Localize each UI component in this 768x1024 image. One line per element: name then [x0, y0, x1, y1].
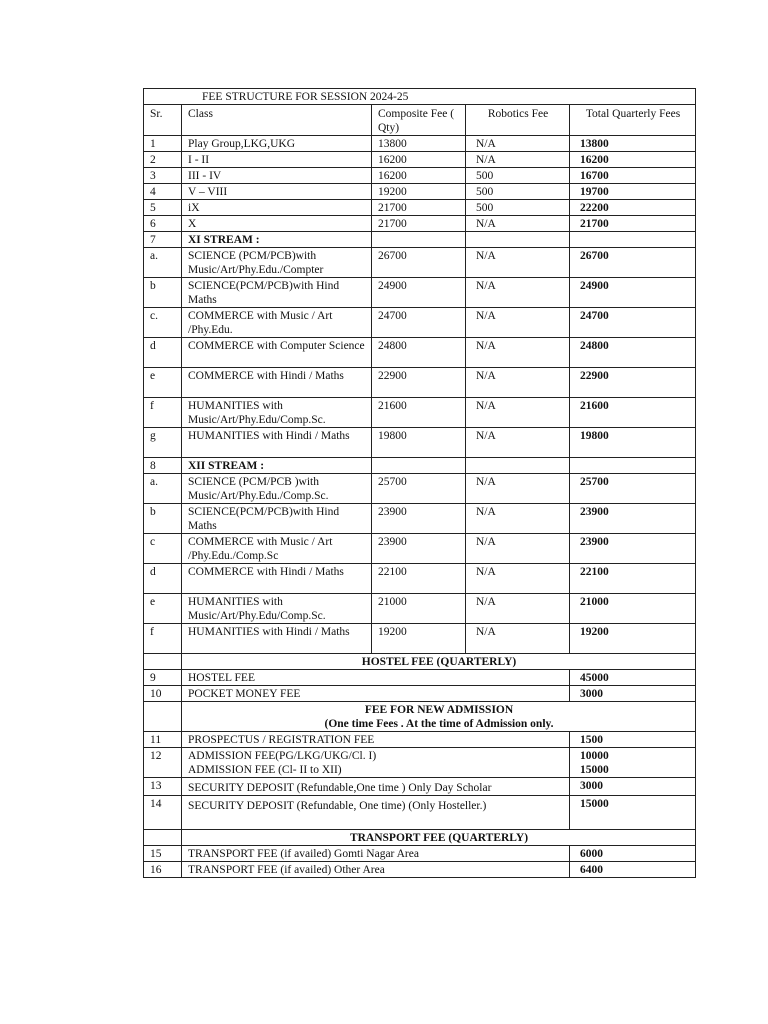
- row-sr: 8: [144, 458, 182, 474]
- item-label: [182, 686, 570, 702]
- row-total-fee: 25700: [570, 474, 696, 504]
- fee-row: [144, 168, 696, 184]
- fee-row: [144, 338, 696, 368]
- item-label-text: PROSPECTUS / REGISTRATION FEE: [188, 734, 375, 746]
- row-class: Play Group,LKG,UKG: [182, 136, 372, 152]
- row-class: HUMANITIES with Hindi / Maths: [182, 428, 372, 458]
- row-total-fee: 21000: [570, 594, 696, 624]
- row-robotics-fee: N/A: [466, 278, 570, 308]
- item-label: [182, 670, 570, 686]
- item-label-text: POCKET MONEY FEE: [188, 688, 301, 700]
- row-sr: 4: [144, 184, 182, 200]
- fee-row: [144, 594, 696, 624]
- item-amount: [570, 748, 696, 778]
- row-sr: 5: [144, 200, 182, 216]
- row-total-fee: 24700: [570, 308, 696, 338]
- admission-heading-line-2: (One time Fees . At the time of Admission only.: [324, 718, 554, 730]
- fee-table: [143, 88, 696, 878]
- item-amount: [570, 796, 696, 830]
- fee-row: [144, 136, 696, 152]
- row-sr: c.: [144, 308, 182, 338]
- item-label: [182, 778, 570, 796]
- row-class: COMMERCE with Computer Science: [182, 338, 372, 368]
- fee-row: [144, 624, 696, 654]
- row-total-fee: 13800: [570, 136, 696, 152]
- row-class: XII STREAM :: [182, 458, 372, 474]
- row-class: XI STREAM :: [182, 232, 372, 248]
- row-class: COMMERCE with Hindi / Maths: [182, 564, 372, 594]
- row-class: SCIENCE (PCM/PCB )with Music/Art/Phy.Edu./Comp.Sc.: [182, 474, 372, 504]
- item-amount-value: 6400: [580, 864, 603, 876]
- item-amount: [570, 778, 696, 796]
- row-total-fee: 19700: [570, 184, 696, 200]
- fee-row: [144, 152, 696, 168]
- row-class: COMMERCE with Music / Art /Phy.Edu./Comp.Sc: [182, 534, 372, 564]
- item-amount: [570, 670, 696, 686]
- title-row: [144, 89, 696, 105]
- row-sr: c: [144, 534, 182, 564]
- item-sr: 10: [144, 686, 182, 702]
- row-robotics-fee: N/A: [466, 428, 570, 458]
- row-robotics-fee: N/A: [466, 216, 570, 232]
- row-composite-fee: 22100: [372, 564, 466, 594]
- row-composite-fee: 24700: [372, 308, 466, 338]
- row-class: HUMANITIES with Music/Art/Phy.Edu/Comp.Sc.: [182, 594, 372, 624]
- row-sr: 6: [144, 216, 182, 232]
- row-composite-fee: 23900: [372, 504, 466, 534]
- item-label-text-2: ADMISSION FEE (Cl- II to XII): [188, 764, 342, 776]
- item-label-text: TRANSPORT FEE (if availed) Other Area: [188, 864, 385, 876]
- row-total-fee: 24800: [570, 338, 696, 368]
- row-composite-fee: 26700: [372, 248, 466, 278]
- fee-row: [144, 428, 696, 458]
- item-amount-value-2: 15000: [580, 764, 609, 776]
- row-robotics-fee: 500: [466, 200, 570, 216]
- header-row: [144, 105, 696, 136]
- hostel-item-row: [144, 686, 696, 702]
- blank-sr: [144, 702, 182, 732]
- row-composite-fee: 21600: [372, 398, 466, 428]
- item-label: [182, 862, 570, 878]
- row-total-fee: 16700: [570, 168, 696, 184]
- row-sr: 1: [144, 136, 182, 152]
- row-composite-fee: 25700: [372, 474, 466, 504]
- item-sr: 13: [144, 778, 182, 796]
- row-composite-fee: 23900: [372, 534, 466, 564]
- hostel-heading-row: [144, 654, 696, 670]
- row-total-fee: 16200: [570, 152, 696, 168]
- admission-heading: [182, 702, 696, 732]
- item-sr: 16: [144, 862, 182, 878]
- row-sr: b: [144, 278, 182, 308]
- document-title: FEE STRUCTURE FOR SESSION 2024-25: [144, 89, 696, 105]
- row-sr: d: [144, 338, 182, 368]
- transport-item-row: [144, 862, 696, 878]
- row-sr: a.: [144, 474, 182, 504]
- row-sr: g: [144, 428, 182, 458]
- fee-row: [144, 308, 696, 338]
- row-robotics-fee: N/A: [466, 504, 570, 534]
- row-class: III - IV: [182, 168, 372, 184]
- row-robotics-fee: [466, 458, 570, 474]
- transport-heading-row: [144, 830, 696, 846]
- item-label-text: SECURITY DEPOSIT (Refundable, One time) (Only Hosteller.): [188, 800, 487, 812]
- item-label: [182, 846, 570, 862]
- item-amount-value: 10000: [580, 750, 609, 762]
- row-total-fee: 22100: [570, 564, 696, 594]
- item-label-text: ADMISSION FEE(PG/LKG/UKG/Cl. I): [188, 750, 377, 762]
- row-class: SCIENCE(PCM/PCB)with Hind Maths: [182, 278, 372, 308]
- item-label: [182, 796, 570, 830]
- fee-row: [144, 534, 696, 564]
- fee-document: [143, 88, 695, 878]
- row-total-fee: [570, 232, 696, 248]
- fee-row: [144, 458, 696, 474]
- item-amount: [570, 732, 696, 748]
- header-robotics: Robotics Fee: [466, 105, 570, 136]
- item-amount: [570, 862, 696, 878]
- fee-row: [144, 184, 696, 200]
- row-robotics-fee: [466, 232, 570, 248]
- row-class: COMMERCE with Music / Art /Phy.Edu.: [182, 308, 372, 338]
- row-sr: f: [144, 398, 182, 428]
- row-class: HUMANITIES with Hindi / Maths: [182, 624, 372, 654]
- admission-item-row: [144, 796, 696, 830]
- row-composite-fee: 21700: [372, 200, 466, 216]
- row-composite-fee: 16200: [372, 168, 466, 184]
- row-total-fee: [570, 458, 696, 474]
- blank-sr: [144, 654, 182, 670]
- row-composite-fee: 24800: [372, 338, 466, 368]
- row-total-fee: 26700: [570, 248, 696, 278]
- row-robotics-fee: 500: [466, 184, 570, 200]
- row-composite-fee: 13800: [372, 136, 466, 152]
- row-composite-fee: 16200: [372, 152, 466, 168]
- row-robotics-fee: N/A: [466, 474, 570, 504]
- fee-row: [144, 248, 696, 278]
- row-composite-fee: 22900: [372, 368, 466, 398]
- row-robotics-fee: N/A: [466, 136, 570, 152]
- row-robotics-fee: N/A: [466, 534, 570, 564]
- hostel-item-row: [144, 670, 696, 686]
- row-robotics-fee: N/A: [466, 338, 570, 368]
- row-class: V – VIII: [182, 184, 372, 200]
- row-robotics-fee: N/A: [466, 152, 570, 168]
- row-total-fee: 23900: [570, 534, 696, 564]
- fee-row: [144, 504, 696, 534]
- row-robotics-fee: N/A: [466, 624, 570, 654]
- row-total-fee: 21700: [570, 216, 696, 232]
- row-composite-fee: 24900: [372, 278, 466, 308]
- row-sr: a.: [144, 248, 182, 278]
- item-amount-value: 3000: [580, 780, 603, 792]
- row-robotics-fee: N/A: [466, 308, 570, 338]
- header-total: Total Quarterly Fees: [570, 105, 696, 136]
- row-total-fee: 23900: [570, 504, 696, 534]
- row-sr: e: [144, 594, 182, 624]
- row-class: X: [182, 216, 372, 232]
- row-robotics-fee: 500: [466, 168, 570, 184]
- transport-heading: TRANSPORT FEE (QUARTERLY): [182, 830, 696, 846]
- fee-row: [144, 564, 696, 594]
- row-class: iX: [182, 200, 372, 216]
- transport-item-row: [144, 846, 696, 862]
- fee-row: [144, 398, 696, 428]
- fee-row: [144, 368, 696, 398]
- row-robotics-fee: N/A: [466, 248, 570, 278]
- header-sr: Sr.: [144, 105, 182, 136]
- item-amount-value: 15000: [580, 798, 609, 810]
- row-total-fee: 19800: [570, 428, 696, 458]
- item-amount-value: 1500: [580, 734, 603, 746]
- item-label-text: HOSTEL FEE: [188, 672, 255, 684]
- row-sr: f: [144, 624, 182, 654]
- row-robotics-fee: N/A: [466, 398, 570, 428]
- row-robotics-fee: N/A: [466, 564, 570, 594]
- row-sr: d: [144, 564, 182, 594]
- item-label: [182, 748, 570, 778]
- row-composite-fee: 21700: [372, 216, 466, 232]
- row-composite-fee: 19200: [372, 184, 466, 200]
- row-composite-fee: [372, 232, 466, 248]
- item-label-text: TRANSPORT FEE (if availed) Gomti Nagar Area: [188, 848, 419, 860]
- row-class: SCIENCE (PCM/PCB)with Music/Art/Phy.Edu./Compter: [182, 248, 372, 278]
- row-robotics-fee: N/A: [466, 594, 570, 624]
- row-total-fee: 19200: [570, 624, 696, 654]
- row-robotics-fee: N/A: [466, 368, 570, 398]
- item-amount: [570, 686, 696, 702]
- item-amount-value: 6000: [580, 848, 603, 860]
- fee-row: [144, 278, 696, 308]
- fee-row: [144, 216, 696, 232]
- row-sr: 2: [144, 152, 182, 168]
- item-label-text: SECURITY DEPOSIT (Refundable,One time ) Only Day Scholar: [188, 782, 492, 794]
- fee-row: [144, 200, 696, 216]
- row-class: I - II: [182, 152, 372, 168]
- item-amount-value: 45000: [580, 672, 609, 684]
- item-amount: [570, 846, 696, 862]
- item-sr: 9: [144, 670, 182, 686]
- row-class: SCIENCE(PCM/PCB)with Hind Maths: [182, 504, 372, 534]
- row-sr: 3: [144, 168, 182, 184]
- hostel-heading: HOSTEL FEE (QUARTERLY): [182, 654, 696, 670]
- row-total-fee: 21600: [570, 398, 696, 428]
- row-sr: e: [144, 368, 182, 398]
- admission-item-row: [144, 778, 696, 796]
- item-label: [182, 732, 570, 748]
- row-total-fee: 22900: [570, 368, 696, 398]
- row-composite-fee: 19200: [372, 624, 466, 654]
- item-sr: 11: [144, 732, 182, 748]
- row-composite-fee: 19800: [372, 428, 466, 458]
- fee-row: [144, 232, 696, 248]
- item-sr: 12: [144, 748, 182, 778]
- header-composite: Composite Fee ( Qty): [372, 105, 466, 136]
- row-composite-fee: 21000: [372, 594, 466, 624]
- item-amount-value: 3000: [580, 688, 603, 700]
- admission-item-row: [144, 748, 696, 778]
- item-sr: 15: [144, 846, 182, 862]
- row-sr: 7: [144, 232, 182, 248]
- row-sr: b: [144, 504, 182, 534]
- admission-item-row: [144, 732, 696, 748]
- fee-row: [144, 474, 696, 504]
- row-total-fee: 22200: [570, 200, 696, 216]
- row-total-fee: 24900: [570, 278, 696, 308]
- blank-sr: [144, 830, 182, 846]
- admission-heading-row: [144, 702, 696, 732]
- row-class: HUMANITIES with Music/Art/Phy.Edu/Comp.Sc.: [182, 398, 372, 428]
- item-sr: 14: [144, 796, 182, 830]
- admission-heading-line-1: FEE FOR NEW ADMISSION: [364, 704, 514, 716]
- header-class: Class: [182, 105, 372, 136]
- row-class: COMMERCE with Hindi / Maths: [182, 368, 372, 398]
- row-composite-fee: [372, 458, 466, 474]
